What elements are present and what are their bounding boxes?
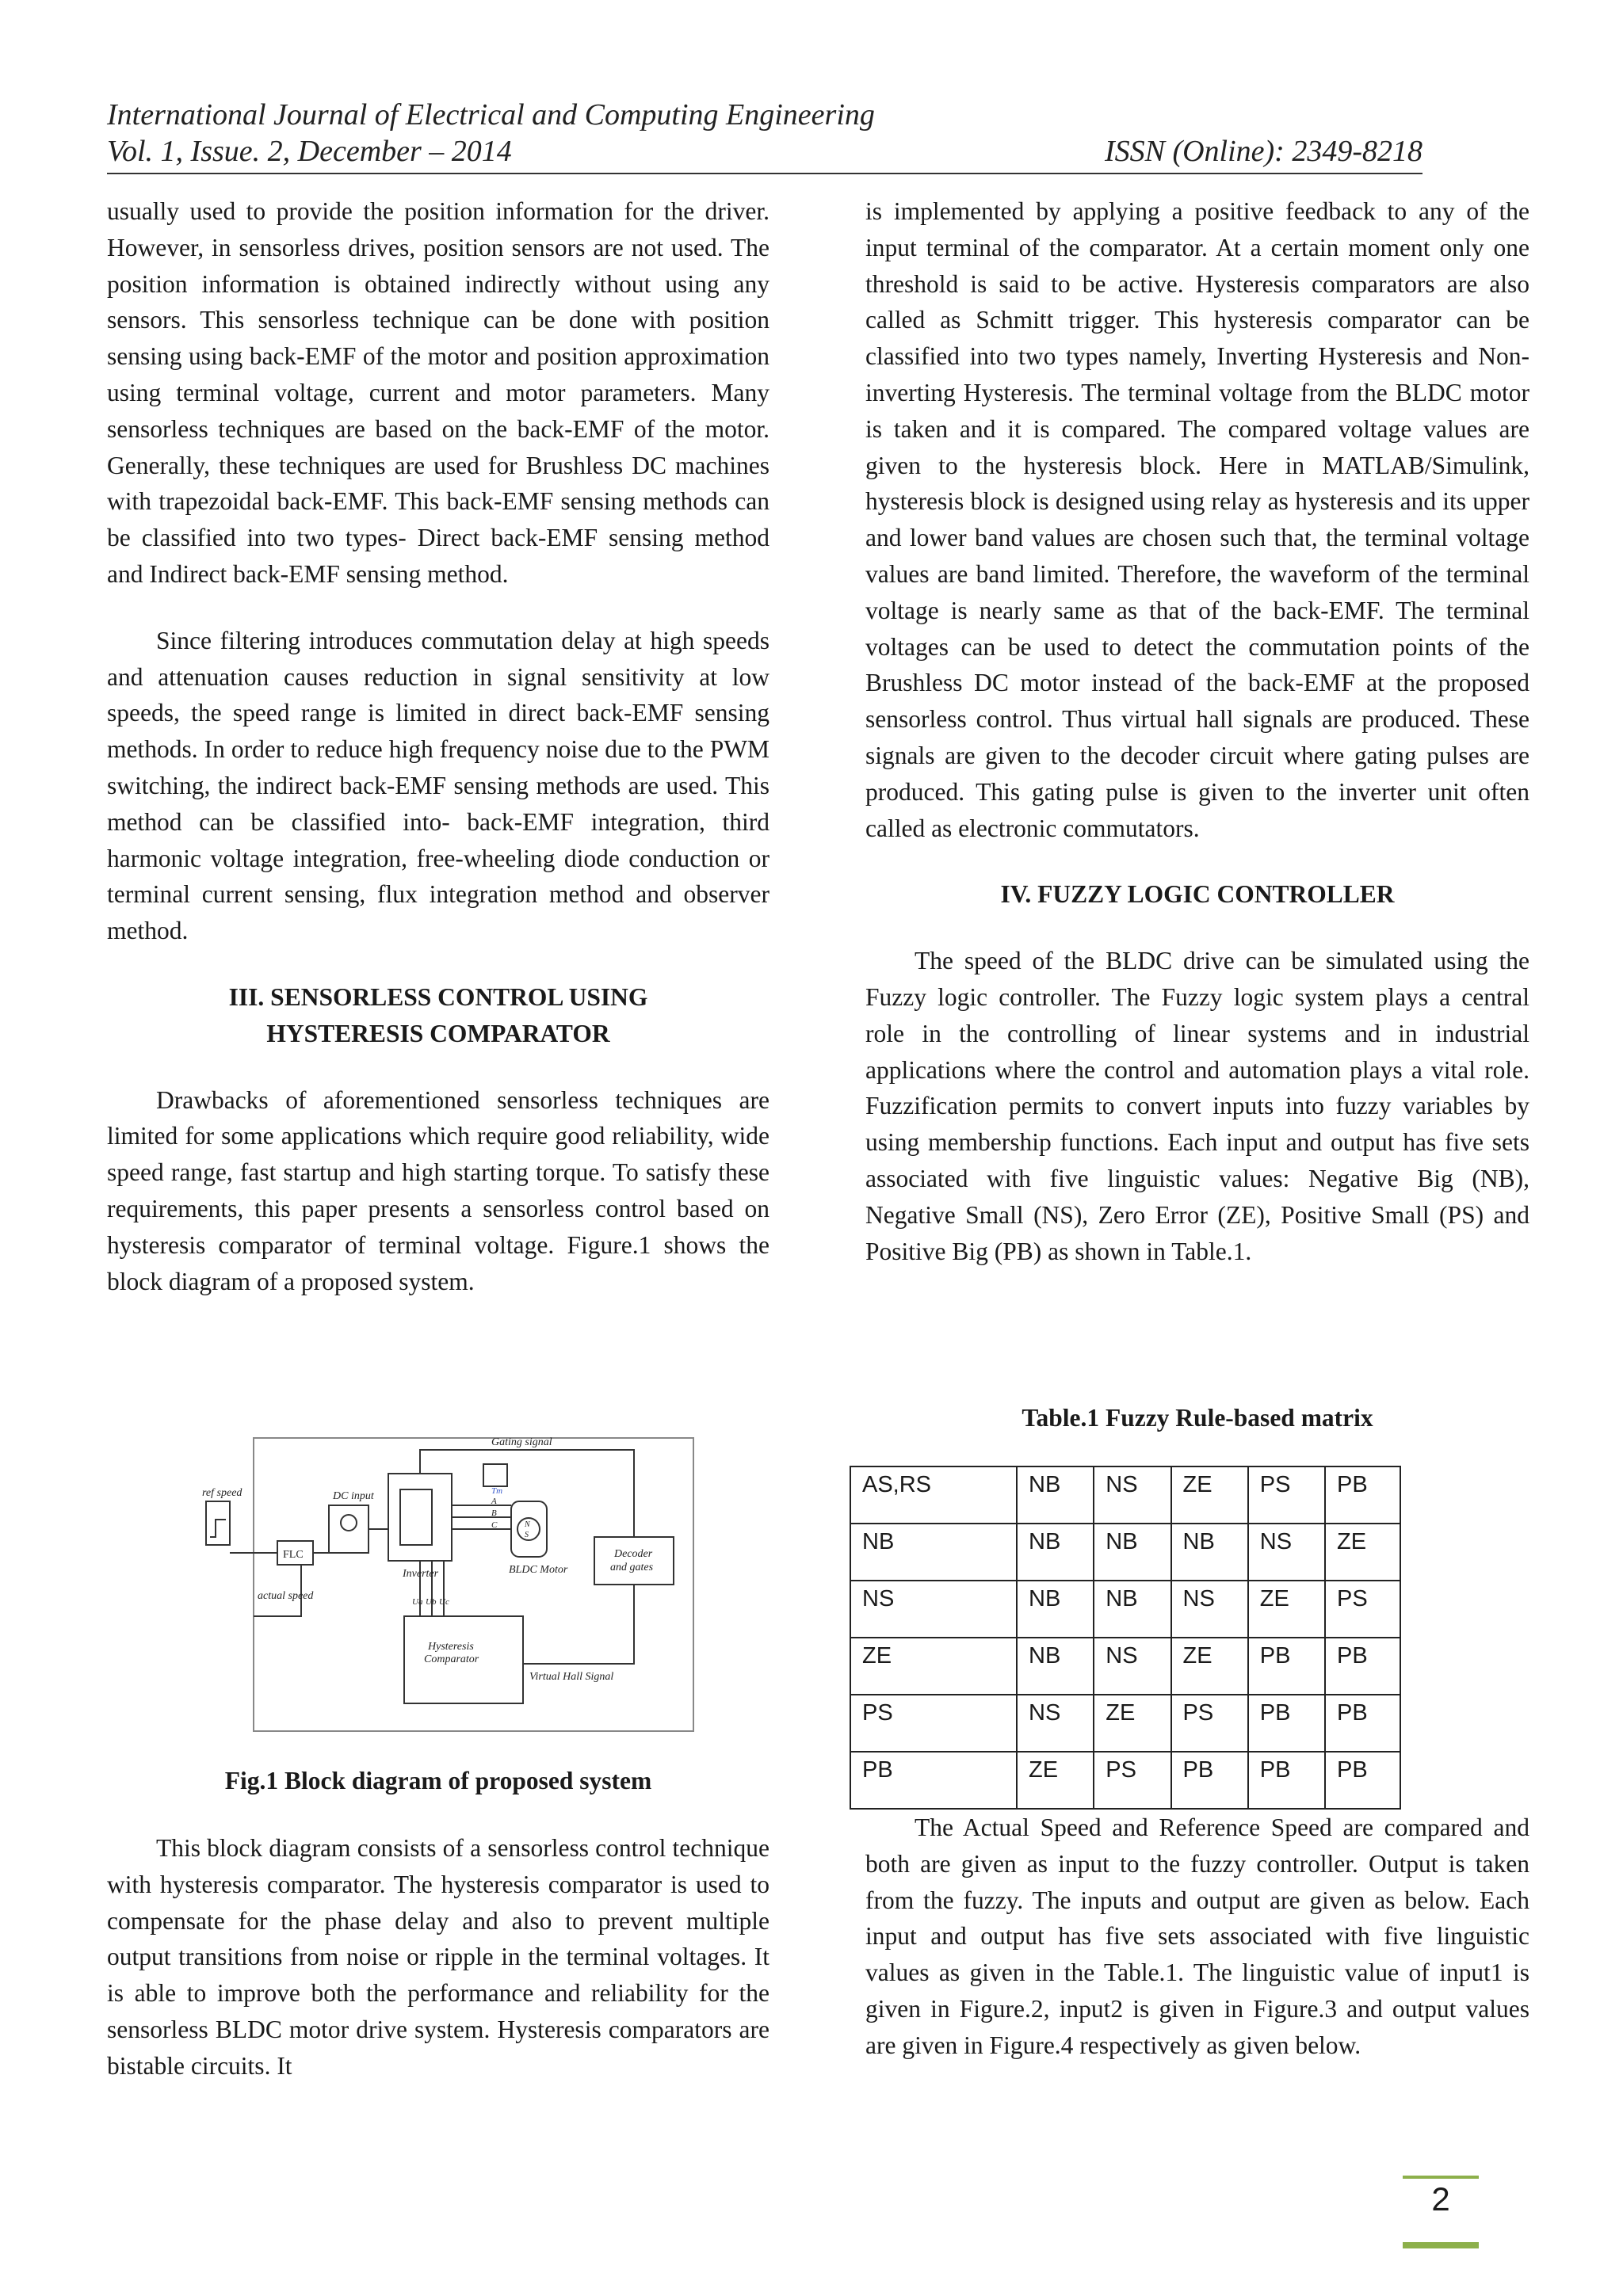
inverter-block: [388, 1474, 452, 1561]
left-column-bottom: [107, 1830, 769, 2084]
label-hysteresis-2: Comparator: [424, 1653, 479, 1665]
switch-bridge-icon: [400, 1489, 432, 1545]
table-cell: PS: [1094, 1752, 1170, 1809]
label-motor-s: S: [525, 1531, 529, 1539]
label-bldc-motor: BLDC Motor: [509, 1564, 568, 1576]
label-gating-signal: Gating signal: [491, 1436, 552, 1448]
step-icon: [210, 1520, 226, 1537]
page-number-rule-top: [1403, 2176, 1479, 2179]
table-cell: ZE: [1171, 1466, 1248, 1524]
table-cell: PB: [1325, 1638, 1400, 1695]
table-cell: NS: [1094, 1638, 1170, 1695]
table-cell: PS: [1171, 1695, 1248, 1752]
virtual-hall-line: [523, 1585, 634, 1664]
journal-issue-row: [107, 133, 1423, 170]
table-caption: Table.1 Fuzzy Rule-based matrix: [1022, 1404, 1373, 1432]
journal-issn: ISSN (Online): 2349-8218: [1104, 135, 1423, 168]
decoder-block: [594, 1537, 674, 1585]
table-cell: PB: [1248, 1695, 1325, 1752]
table-cell: NB: [1094, 1524, 1170, 1581]
table-cell: PB: [850, 1752, 1017, 1809]
section-heading-3-line1: III. SENSORLESS CONTROL USING: [228, 982, 648, 1011]
table-cell: ZE: [1325, 1524, 1400, 1581]
header-divider: [107, 173, 1423, 174]
paragraph-backemf-intro: usually used to provide the position information for the driver. However, in sensorless drives, position sensors are not used. The position information is obtained indirectly without using any sensors. This sensorless technique can be done with position sensing using back-EMF of the motor and position approximation using terminal voltage, current and motor parameters. Many sensorless techniques are based on the back-EMF of the motor. Generally, these techniques are used for Brushless DC machines with trapezoidal back-EMF. This back-EMF sensing methods can be classified into two types- Direct back-EMF sensing method and Indirect back-EMF sensing method.: [107, 197, 769, 588]
label-phase-c: C: [491, 1520, 498, 1530]
section-heading-3: [107, 979, 769, 1052]
label-ua: Ua: [412, 1597, 423, 1607]
table-cell: PB: [1248, 1638, 1325, 1695]
table-cell: PB: [1325, 1752, 1400, 1809]
table-cell: NB: [1017, 1638, 1094, 1695]
label-phase-b: B: [491, 1508, 497, 1518]
table-cell: NB: [1171, 1524, 1248, 1581]
label-virtual-hall: Virtual Hall Signal: [529, 1671, 614, 1683]
table-cell: ZE: [1094, 1695, 1170, 1752]
table-row: [850, 1695, 1400, 1752]
paragraph-indirect-backemf: Since filtering introduces commutation delay at high speeds and attenuation causes reduction in signal sensitivity at low speeds, the speed range is limited in direct back-EMF sensing methods. In order to reduce high frequency noise due to the PWM switching, the indirect back-EMF sensing methods are used. This method can be classified into- back-EMF integration, third harmonic voltage integration, free-wheeling diode conduction or terminal current sensing, flux integration method and observer method.: [107, 626, 769, 945]
table-cell: PS: [1248, 1466, 1325, 1524]
label-dc-input: DC input: [333, 1490, 374, 1502]
table-cell: NS: [1017, 1695, 1094, 1752]
table-cell: NB: [1017, 1581, 1094, 1638]
label-hysteresis-1: Hysteresis: [428, 1641, 474, 1653]
table-cell: NB: [1094, 1581, 1170, 1638]
table-cell: NB: [1017, 1524, 1094, 1581]
table-cell: ZE: [1248, 1581, 1325, 1638]
table-cell: NS: [1171, 1581, 1248, 1638]
ac-source-icon: [341, 1515, 357, 1531]
table-cell: PS: [850, 1695, 1017, 1752]
dc-input-block: [329, 1505, 369, 1553]
table-row: [850, 1638, 1400, 1695]
journal-title: International Journal of Electrical and Computing Engineering: [107, 98, 875, 132]
bldc-motor-block: [511, 1501, 547, 1557]
table-cell: NS: [1248, 1524, 1325, 1581]
paragraph-fuzzy-io: The Actual Speed and Reference Speed are compared and both are given as input to the fuzzy controller. Output is taken from the fuzzy. The inputs and output are given as below. Each input and output has five sets associated with five linguistic values as given in the Table.1. The linguistic value of input1 is given in Figure.2, input2 is given in Figure.3 and output values are given in Figure.4 respectively as given below.: [865, 1814, 1529, 2059]
label-inverter: Inverter: [403, 1568, 439, 1580]
table-cell: PB: [1325, 1466, 1400, 1524]
tm-box: [483, 1464, 507, 1486]
table-cell: PS: [1325, 1581, 1400, 1638]
table-cell: NS: [1094, 1466, 1170, 1524]
ref-speed-block: [206, 1501, 230, 1545]
label-uc: Uc: [439, 1597, 449, 1607]
block-diagram-figure: [198, 1426, 713, 1735]
table-row: [850, 1752, 1400, 1809]
table-row: [850, 1524, 1400, 1581]
table-cell: ZE: [1017, 1752, 1094, 1809]
figure-caption: Fig.1 Block diagram of proposed system: [224, 1767, 652, 1794]
table-row: [850, 1466, 1400, 1524]
label-actual-speed: actual speed: [258, 1590, 314, 1602]
table-cell: ZE: [850, 1638, 1017, 1695]
label-ub: Ub: [426, 1597, 437, 1607]
table-cell: PB: [1171, 1752, 1248, 1809]
journal-header: [107, 97, 1423, 170]
table-cell: ZE: [1171, 1638, 1248, 1695]
page-number: 2: [1431, 2180, 1450, 2218]
table-cell: NS: [850, 1581, 1017, 1638]
page-number-rule-bottom: [1403, 2242, 1479, 2248]
paragraph-drawbacks: Drawbacks of aforementioned sensorless techniques are limited for some applications which require good reliability, wide speed range, fast startup and high starting torque. To satisfy these requirements, this paper presents a sensorless control based on hysteresis comparator of terminal voltage. Figure.1 shows the block diagram of a proposed system.: [107, 1085, 769, 1295]
left-column: [107, 193, 769, 1299]
label-phase-a: A: [491, 1497, 497, 1506]
label-decoder-1: Decoder: [614, 1548, 653, 1560]
label-tm: Tm: [491, 1486, 503, 1496]
table-cell: NB: [850, 1524, 1017, 1581]
paragraph-hysteresis: is implemented by applying a positive feedback to any of the input terminal of the comparator. At a certain moment only one threshold is said to be active. Hysteresis comparators are also called as Schmitt trigger. This hysteresis comparator can be classified into two types namely, Inverting Hysteresis and Non-inverting Hysteresis. The terminal voltage from the BLDC motor is taken and it is compared. The compared voltage values are given to the hysteresis block. Here in MATLAB/Simulink, hysteresis block is designed using relay as hysteresis and its upper and lower band values are chosen such that, the terminal voltage values are band limited. Therefore, the waveform of the terminal voltage is nearly same as that of the back-EMF. The terminal voltages can be used to detect the commutation points of the Brushless DC motor instead of the back-EMF at the proposed sensorless control. Thus virtual hall signals are produced. These signals are given to the decoder circuit where gating pulses are produced. This gating pulse is given to the inverter unit often called as electronic commutators.: [865, 197, 1529, 842]
right-column-bottom: [865, 1810, 1529, 2064]
label-ref-speed: ref speed: [202, 1487, 242, 1499]
section-heading-4: IV. FUZZY LOGIC CONTROLLER: [1000, 880, 1395, 909]
table-cell: AS,RS: [850, 1466, 1017, 1524]
table-cell: NB: [1017, 1466, 1094, 1524]
label-decoder-2: and gates: [610, 1562, 654, 1573]
right-column: [865, 193, 1529, 1269]
fuzzy-rule-table: [850, 1466, 1401, 1810]
label-flc: FLC: [283, 1549, 304, 1561]
paragraph-fuzzy-intro: The speed of the BLDC drive can be simulated using the Fuzzy logic controller. The Fuzzy logic system plays a central role in the controlling of linear systems and in industrial applications where the control and automation plays a vital role. Fuzzification permits to convert inputs into fuzzy variables by using membership functions. Each input and output has five sets associated with five linguistic values: Negative Big (NB), Negative Small (NS), Zero Error (ZE), Positive Small (PS) and Positive Big (PB) as shown in Table.1.: [865, 947, 1529, 1265]
paragraph-block-diagram: This block diagram consists of a sensorless control technique with hysteresis comparator. The hysteresis comparator is used to compensate for the phase delay and also to prevent multiple output transitions from noise or ripple in the terminal voltages. It is able to improve both the performance and reliability for the sensorless BLDC motor drive system. Hysteresis comparators are bistable circuits. It: [107, 1834, 769, 2080]
section-heading-3-line2: HYSTERESIS COMPARATOR: [266, 1019, 610, 1047]
label-motor-n: N: [525, 1520, 530, 1529]
table-cell: PB: [1325, 1695, 1400, 1752]
journal-volume: Vol. 1, Issue. 2, December – 2014: [107, 135, 512, 168]
table-cell: PB: [1248, 1752, 1325, 1809]
table-row: [850, 1581, 1400, 1638]
